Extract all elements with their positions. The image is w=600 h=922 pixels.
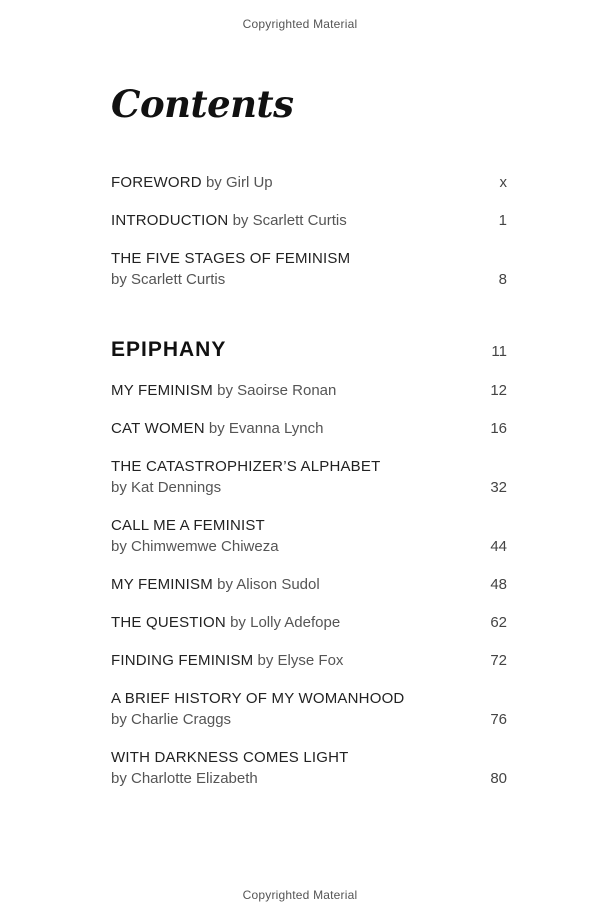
entry-author: by Chimwemwe Chiweza xyxy=(111,538,279,555)
toc-entry[interactable] xyxy=(111,515,507,557)
entry-author: by Charlie Craggs xyxy=(111,711,232,728)
entry-page: 12 xyxy=(490,382,507,399)
toc-entry[interactable] xyxy=(111,650,507,671)
section-epiphany[interactable] xyxy=(111,338,507,366)
entry-title: FINDING FEMINISM xyxy=(111,652,254,669)
toc-entry-introduction[interactable] xyxy=(111,210,507,231)
entry-title: THE FIVE STAGES OF FEMINISM xyxy=(111,250,351,267)
entry-author: by Scarlett Curtis xyxy=(111,271,226,288)
entry-page: 32 xyxy=(490,479,507,496)
entry-page: 16 xyxy=(490,420,507,437)
toc-entry[interactable] xyxy=(111,456,507,498)
entry-author: by Kat Dennings xyxy=(111,479,222,496)
entry-title: THE QUESTION xyxy=(111,614,226,631)
entry-page: 1 xyxy=(498,212,507,229)
toc-entry-foreword[interactable] xyxy=(111,172,507,193)
entry-page: 76 xyxy=(490,711,507,728)
toc-entry-five-stages[interactable] xyxy=(111,248,507,290)
copyright-header: Copyrighted Material xyxy=(242,17,358,31)
entry-title: FOREWORD xyxy=(111,174,202,191)
entry-author: by Girl Up xyxy=(205,174,273,191)
entry-author: by Saoirse Ronan xyxy=(217,382,337,399)
copyright-footer: Copyrighted Material xyxy=(242,888,358,902)
entry-page: 44 xyxy=(490,538,507,555)
entry-title: THE CATASTROPHIZER’S ALPHABET xyxy=(111,458,381,475)
entry-page: 62 xyxy=(490,614,507,631)
entry-page: 48 xyxy=(490,576,507,593)
entry-title: MY FEMINISM xyxy=(111,576,213,593)
entry-author: by Scarlett Curtis xyxy=(232,212,347,229)
section-page: 11 xyxy=(491,343,507,360)
toc-entry[interactable] xyxy=(111,418,507,439)
entry-page: 80 xyxy=(490,770,507,787)
contents-heading: Contents xyxy=(111,82,294,126)
toc-entry[interactable] xyxy=(111,688,507,730)
entry-title: INTRODUCTION xyxy=(111,212,229,229)
toc-entry[interactable] xyxy=(111,380,507,401)
entry-title: WITH DARKNESS COMES LIGHT xyxy=(111,749,349,766)
entry-page: 8 xyxy=(498,271,507,288)
entry-author: by Elyse Fox xyxy=(257,652,344,669)
entry-page: x xyxy=(499,174,507,191)
entry-title: MY FEMINISM xyxy=(111,382,213,399)
toc-entry[interactable] xyxy=(111,612,507,633)
entry-page: 72 xyxy=(490,652,507,669)
section-title: EPIPHANY xyxy=(111,338,227,361)
entry-author: by Charlotte Elizabeth xyxy=(111,770,258,787)
entry-title: A BRIEF HISTORY OF MY WOMANHOOD xyxy=(111,690,405,707)
toc-entry[interactable] xyxy=(111,747,507,789)
entry-title: CAT WOMEN xyxy=(111,420,205,437)
entry-title: CALL ME A FEMINIST xyxy=(111,517,265,534)
entry-author: by Evanna Lynch xyxy=(208,420,324,437)
toc-entry[interactable] xyxy=(111,574,507,595)
entry-author: by Alison Sudol xyxy=(217,576,320,593)
entry-author: by Lolly Adefope xyxy=(230,614,341,631)
